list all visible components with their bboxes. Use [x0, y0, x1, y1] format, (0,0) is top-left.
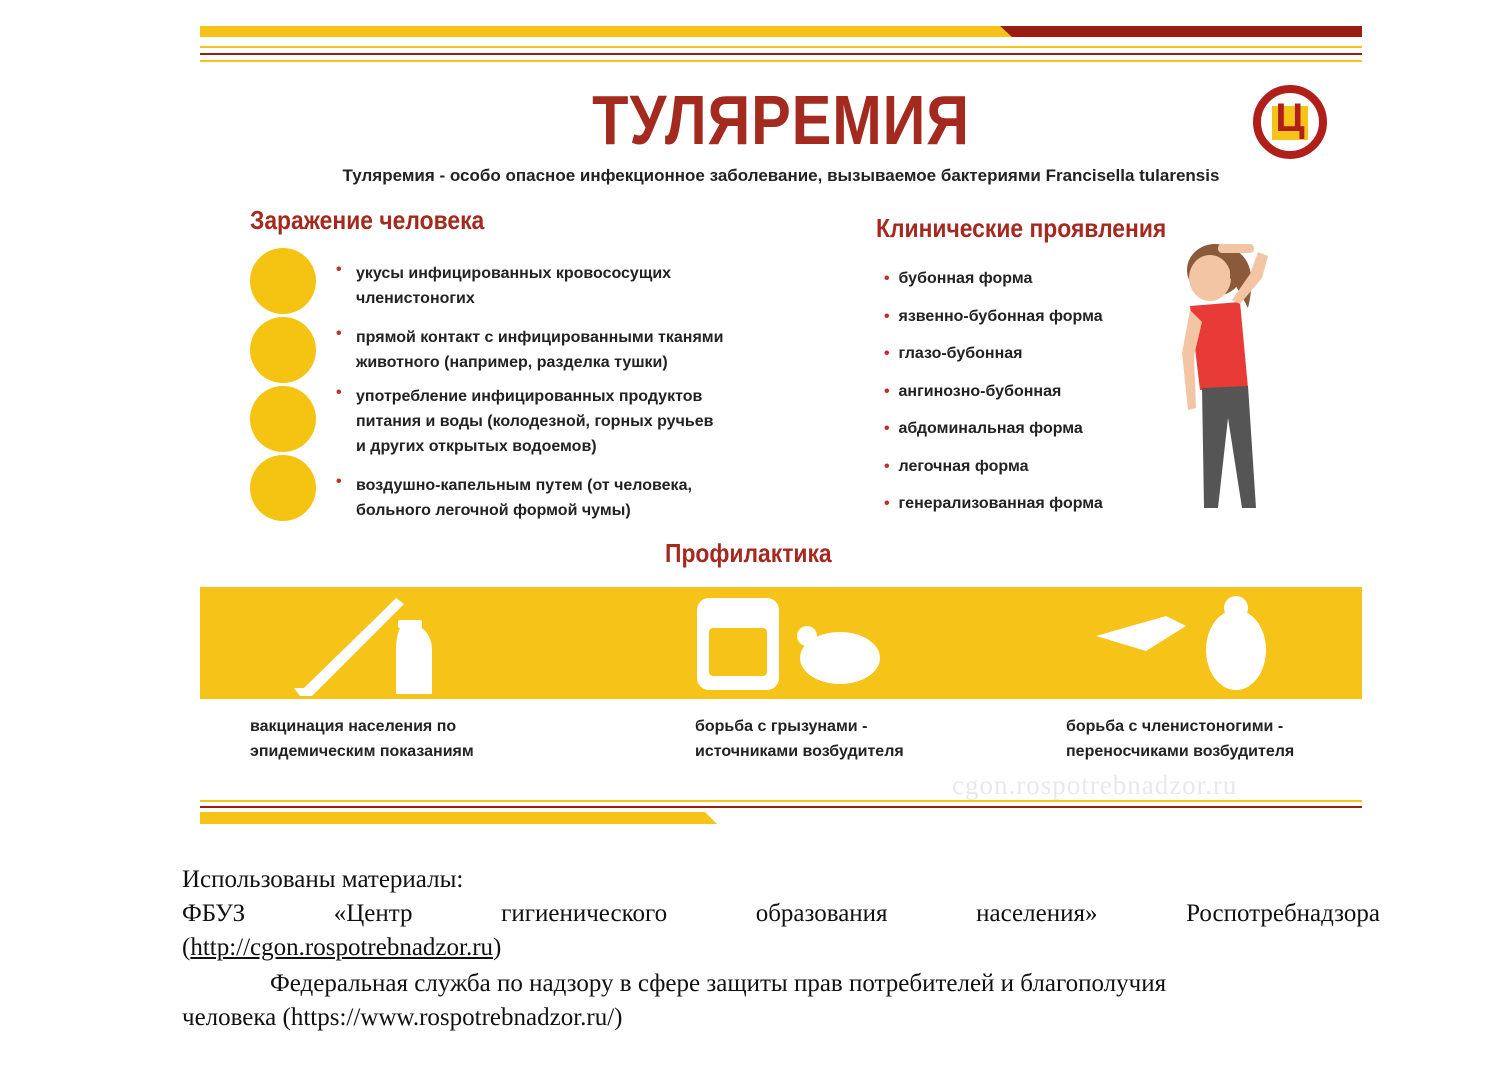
clinical-item: • язвенно-бубонная форма: [884, 307, 1103, 325]
footer-line4: Федеральная служба по надзору в сфере защиты прав потребителей и благополучия: [270, 970, 1167, 997]
infection-item: • укусы инфицированных кровососущих членистоногих: [336, 261, 672, 307]
logo: [1252, 84, 1328, 160]
source-link[interactable]: http://cgon.rospotrebnadzor.ru: [190, 934, 494, 961]
well-circle-icon: [250, 386, 316, 452]
logo-letter: Ц: [1275, 96, 1305, 140]
prevention-heading: Профилактика: [665, 538, 832, 568]
infection-item: • употребление инфицированных продуктов питания и воды (колодезной, горных ручьев и других открытых водоемов): [336, 384, 714, 455]
mosquito-louse-icon: [1086, 596, 1286, 696]
footer-line2: ФБУЗ «Центр гигиенического образования населения» Роспотребнадзора: [182, 900, 1380, 927]
prevention-item: борьба с членистоногими - переносчиками возбудителя: [1066, 718, 1295, 760]
footer-line5: человека (https://www.rospotrebnadzor.ru/): [182, 1004, 623, 1031]
infection-item: • прямой контакт с инфицированными тканями животного (например, разделка тушки): [336, 325, 724, 371]
bottom-stripes: [200, 799, 1362, 827]
poster-title: ТУЛЯРЕМИЯ: [592, 81, 970, 159]
mosquito-circle-icon: [250, 248, 316, 314]
infection-heading: Заражение человека: [250, 205, 485, 235]
clinical-heading: Клинические проявления: [876, 213, 1167, 243]
clinical-item: • глазо-бубонная: [884, 345, 1023, 362]
rodent-trap-icon: [695, 596, 895, 692]
infection-item: • воздушно-капельным путем (от человека, больного легочной формой чумы): [336, 473, 692, 519]
clinical-item: • ангинозно-бубонная: [884, 382, 1062, 400]
prevention-item: вакцинация населения по эпидемическим показаниям: [250, 718, 474, 760]
syringe-vaccine-icon: [286, 590, 446, 696]
butcher-circle-icon: [250, 317, 316, 383]
clinical-item: • генерализованная форма: [884, 495, 1103, 512]
footer-line1: Использованы материалы:: [182, 866, 464, 893]
prevention-item: борьба с грызунами - источниками возбудителя: [695, 718, 904, 760]
top-stripes: [200, 24, 1362, 66]
sick-woman-illustration: [1170, 238, 1280, 523]
clinical-item: • легочная форма: [884, 457, 1029, 475]
footer-line3: (http://cgon.rospotrebnadzor.ru): [182, 934, 502, 961]
clinical-item: • абдоминальная форма: [884, 420, 1083, 437]
clinical-item: • бубонная форма: [884, 270, 1033, 287]
clinical-list: [884, 266, 1103, 529]
watermark: cgon.rospotrebnadzor.ru: [952, 770, 1238, 800]
poster-subtitle: Туляремия - особо опасное инфекционное заболевание, вызываемое бактериями Francisella tularensis: [342, 166, 1220, 185]
people-circle-icon: [250, 455, 316, 521]
